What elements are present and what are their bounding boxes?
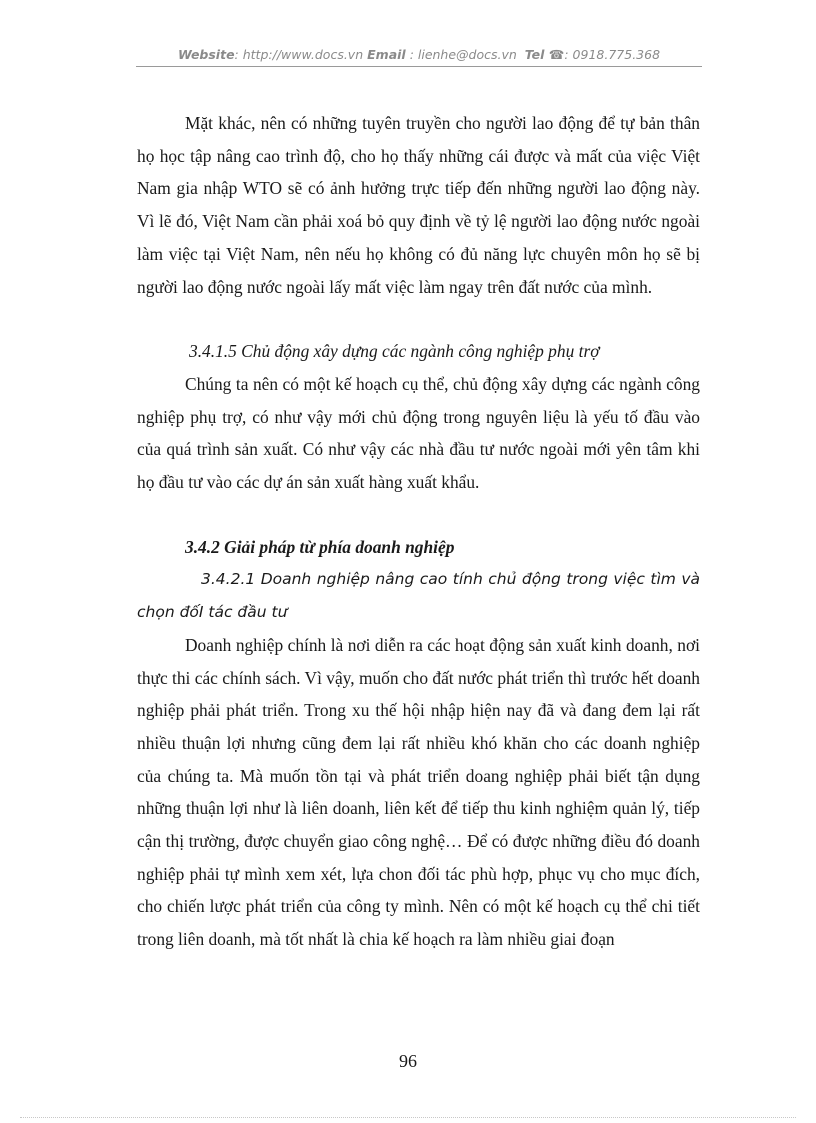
page-bottom-border — [20, 1117, 796, 1118]
tel-label: Tel ☎ — [524, 47, 565, 62]
document-body — [137, 107, 700, 956]
section-heading-3415: 3.4.1.5 Chủ động xây dựng các ngành công nghiệp phụ trợ — [189, 341, 600, 362]
email-label: Email — [367, 47, 406, 62]
paragraph-enterprises: Doanh nghiệp chính là nơi diễn ra các hoạt động sản xuất kinh doanh, nơi thực thi các chính sách. Vì vậy, muốn cho đất nước phát triển thì trước hết doanh nghiệp phải phát triển. Trong xu thế hội nhập hiện nay đã và đang đem lại rất nhiều thuận lợi nhưng cũng đem lại rất nhiều khó khăn cho các doanh nghiệp của chúng ta. Mà muốn tồn tại và phát triển doang nghiệp phải biết tận dụng những thuận lợi như là liên doanh, liên kết để tiếp thu kinh nghiệm quản lý, tiếp cận thị trường, được chuyển giao công nghệ… Để có được những điều đó doanh nghiệp phải tự mình xem xét, lựa chon đối tác phù hợp, phục vụ cho mục đích, cho chiến lược phát triển của công ty mình. Nên có một kế hoạch cụ thể chi tiết trong liên doanh, mà tốt nhất là chia kế hoạch ra làm nhiều giai đoạn — [137, 634, 700, 950]
tel-value: : 0918.775.368 — [564, 47, 661, 62]
section-heading-3421: 3.4.2.1 Doanh nghiệp nâng cao tính chủ động trong việc tìm và chọn đốI tác đầu tư — [137, 570, 700, 622]
page-header — [136, 47, 702, 62]
website-value: : http://www.docs.vn — [234, 47, 364, 62]
website-label: Website — [177, 47, 235, 62]
header-divider — [136, 66, 702, 67]
section-heading-342: 3.4.2 Giải pháp từ phía doanh nghiệp — [185, 536, 455, 557]
email-value: : lienhe@docs.vn — [409, 47, 517, 62]
paragraph-workers: Mặt khác, nên có những tuyên truyền cho người lao động để tự bản thân họ học tập nâng cao trình độ, cho họ thấy những cái được và mất của việc Việt Nam gia nhập WTO sẽ có ảnh hưởng trực tiếp đến những người lao động này. Vì lẽ đó, Việt Nam cần phải xoá bỏ quy định về tỷ lệ người lao động nước ngoài làm việc tại Việt Nam, nên nếu họ không có đủ năng lực chuyên môn họ sẽ bị người lao động nước ngoài lấy mất việc làm ngay trên đất nước của mình. — [137, 113, 700, 297]
paragraph-supporting-industries: Chúng ta nên có một kế hoạch cụ thể, chủ động xây dựng các ngành công nghiệp phụ trợ, có như vậy mới chủ động trong nguyên liệu là yếu tố đầu vào của quá trình sản xuất. Có như vậy các nhà đầu tư nước ngoài mới yên tâm khi họ đầu tư vào các dự án sản xuất hàng xuất khẩu. — [137, 373, 700, 493]
page-number: 96 — [399, 1051, 417, 1071]
spacer — [137, 303, 700, 335]
spacer — [137, 499, 700, 531]
